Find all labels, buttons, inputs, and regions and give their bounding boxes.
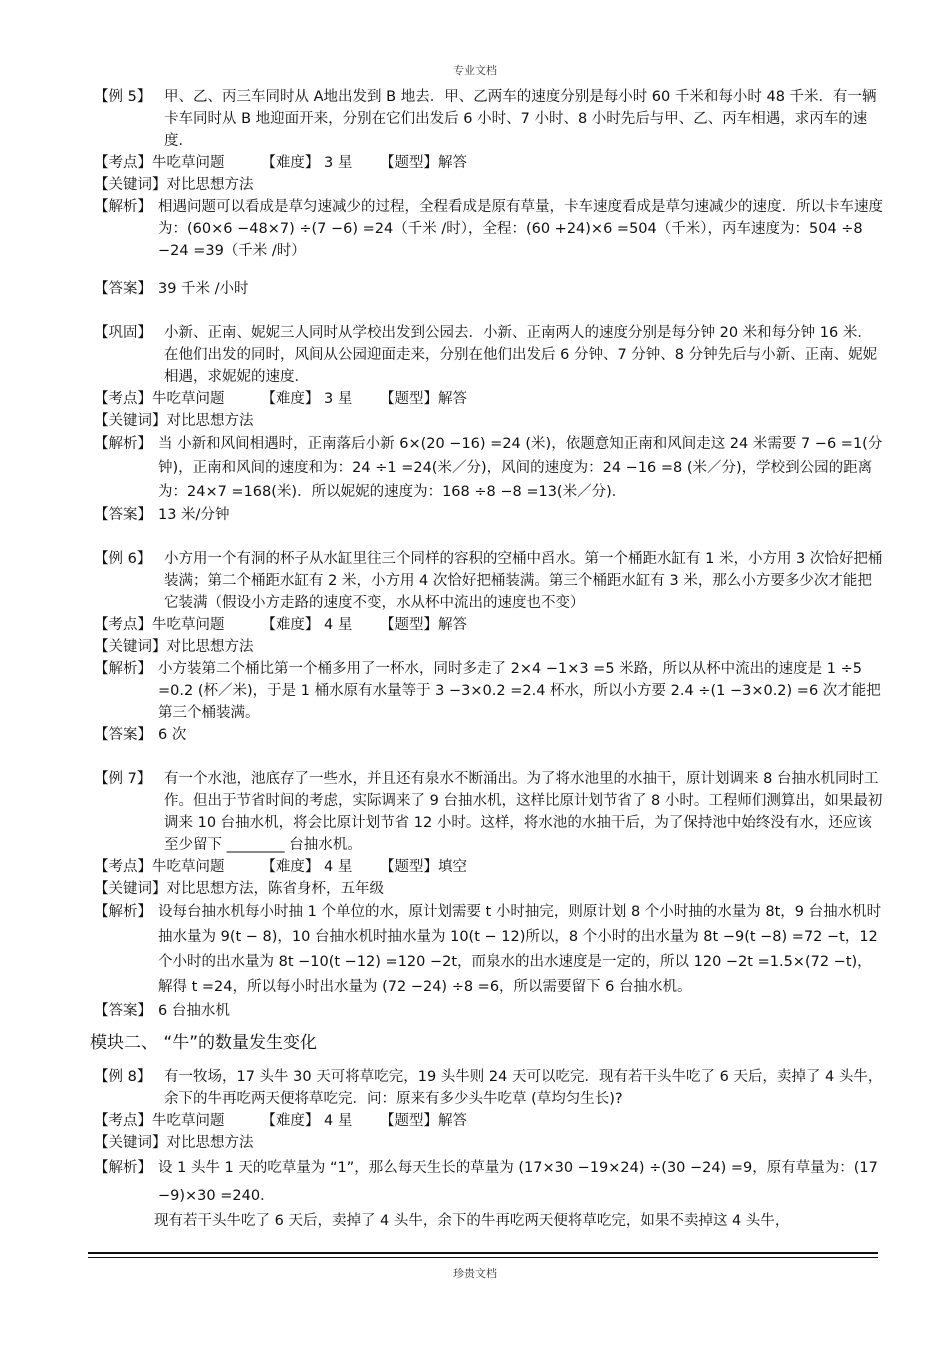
keyword-line: 【关键词】对比思想方法 (94, 413, 254, 429)
solution-tag: 【解析】 (94, 436, 152, 452)
example-tag: 【例 5】 (94, 89, 152, 105)
meta-line: 【考点】牛吃草问题 【难度】 3 星 【题型】解答 (94, 391, 467, 407)
keyword-line: 【关键词】对比思想方法，陈省身杯，五年级 (94, 881, 384, 897)
page-footer: 珍贵文档 (453, 1267, 497, 1280)
keyword-line: 【关键词】对比思想方法 (94, 639, 254, 655)
solution-continuation: 现有若干头牛吃了 6 天后，卖掉了 4 头牛，余下的牛再吃两天便将草吃完，如果不卖掉这 4 头牛， (154, 1213, 790, 1229)
example-8 (94, 1066, 884, 1232)
answer-text: 6 次 (158, 727, 187, 743)
question-text: 有一牧场，17 头牛 30 天可将草吃完，19 头牛则 24 天可以吃完．现有若干头牛吃了 6 天后，卖掉了 4 头牛，余下的牛再吃两天便将草吃完．问：原来有多少头牛吃草 (草均匀生长)? (164, 1069, 883, 1107)
meta-line: 【考点】牛吃草问题 【难度】 3 星 【题型】解答 (94, 155, 467, 171)
solution-tag: 【解析】 (94, 199, 152, 215)
question-text: 小方用一个有洞的杯子从水缸里往三个同样的容积的空桶中舀水。第一个桶距水缸有 1 米，小方用 3 次恰好把桶装满；第二个桶距水缸有 2 米，小方用 4 次恰好把桶装满。第三个桶距水缸有 3 米，那么小方要多少次才能把它装满（假设小方走路的速度不变，水从杯中流出的速度也不变） (164, 551, 883, 611)
answer-tag: 【答案】 (94, 1003, 152, 1019)
meta-line: 【考点】牛吃草问题 【难度】 4 星 【题型】解答 (94, 617, 467, 633)
answer-text: 39 千米 /小时 (158, 281, 249, 297)
solution-text: 相遇问题可以看成是草匀速减少的过程，全程看成是原有草量，卡车速度看成是草匀速减少的速度．所以卡车速度为：(60×6 −48×7) ÷(7 −6) =24（千米 /时），全程：(60 +24)×6 =504（千米），丙车速度为：504 ÷8 −24 =39（千米 /时） (158, 199, 883, 259)
question-text: 甲、乙、丙三车同时从 A地出发到 B 地去．甲、乙两车的速度分别是每小时 60 千米和每小时 48 千米．有一辆卡车同时从 B 地迎面开来，分别在它们出发后 6 小时、7 小时、8 小时先后与甲、乙、丙车相遇，求丙车的速度． (164, 89, 877, 149)
meta-line: 【考点】牛吃草问题 【难度】 4 星 【题型】解答 (94, 1113, 467, 1129)
solution-tag: 【解析】 (94, 661, 152, 677)
example-tag: 【例 7】 (94, 771, 152, 787)
solution-text: 设 1 头牛 1 天的吃草量为 “1”，那么每天生长的草量为 (17×30 −19×24) ÷(30 −24) =9，原有草量为：(17 −9)×30 =240． (158, 1160, 883, 1204)
solution-text: 当 小新和风间相遇时，正南落后小新 6×(20 −16) =24 (米)，依题意知正南和风间走这 24 米需要 7 −6 =1(分钟)，正南和风间的速度和为：24 ÷1 =24(米／分)，风间的速度为：24 −16 =8 (米／分)，学校到公园的距离为：24×7 =168(米)．所以妮妮的速度为：168 ÷8 −8 =13(米／分)． (158, 436, 883, 500)
footer-rule-thin (88, 1257, 878, 1258)
keyword-line: 【关键词】对比思想方法 (94, 1135, 254, 1151)
module-title: 模块二、 “牛”的数量发生变化 (90, 1033, 318, 1053)
answer-tag: 【答案】 (94, 727, 152, 743)
example-7 (94, 768, 884, 1022)
example-5 (94, 86, 884, 300)
practice-problem (94, 322, 884, 526)
footer-rule-thick (88, 1252, 878, 1254)
example-tag: 【例 8】 (94, 1069, 152, 1085)
answer-text: 13 米/分钟 (158, 507, 230, 523)
question-text: 有一个水池，池底存了一些水，并且还有泉水不断涌出。为了将水池里的水抽干，原计划调来 8 台抽水机同时工作。但出于节省时间的考虑，实际调来了 9 台抽水机，这样比原计划节省了 8 小时。工程师们测算出，如果最初调来 10 台抽水机，将会比原计划节省 12 小时。这样，将水池的水抽干后，为了保持池中始终没有水，还应该至少留下 ________ 台抽水机。 (164, 771, 883, 853)
question-text: 小新、正南、妮妮三人同时从学校出发到公园去．小新、正南两人的速度分别是每分钟 20 米和每分钟 16 米．在他们出发的同时，风间从公园迎面走来，分别在他们出发后 6 分钟、7 分钟、8 分钟先后与小新、正南、妮妮相遇，求妮妮的速度． (164, 325, 878, 385)
solution-text: 小方装第二个桶比第一个桶多用了一杯水，同时多走了 2×4 −1×3 =5 米路，所以从杯中流出的速度是 1 ÷5 =0.2 (杯／米)，于是 1 桶水原有水量等于 3 −3×0.2 =2.4 杯水，所以小方要 2.4 ÷(1 −3×0.2) =6 次才能把第三个桶装满。 (158, 661, 881, 721)
example-6 (94, 548, 884, 746)
solution-tag: 【解析】 (94, 1160, 152, 1176)
keyword-line: 【关键词】对比思想方法 (94, 177, 254, 193)
answer-text: 6 台抽水机 (158, 1003, 230, 1019)
answer-tag: 【答案】 (94, 507, 152, 523)
answer-tag: 【答案】 (94, 281, 152, 297)
page-header: 专业文档 (453, 64, 497, 77)
example-tag: 【例 6】 (94, 551, 152, 567)
solution-text: 设每台抽水机每小时抽 1 个单位的水，原计划需要 t 小时抽完，则原计划 8 个小时抽的水量为 8t，9 台抽水机时抽水量为 9(t − 8)，10 台抽水机时抽水量为 10(t − 12)所以，8 个小时的出水量为 8t −9(t −8) =72 −t，12 个小时的出水量为 8t −10(t −12) =120 −2t，而泉水的出水速度是一定的，所以 120 −2t =1.5×(72 −t)，解得 t =24，所以每小时出水量为 (72 −24) ÷8 =6，所以需要留下 6 台抽水机。 (158, 904, 883, 995)
main-content (90, 86, 884, 1232)
practice-tag: 【巩固】 (94, 325, 152, 341)
meta-line: 【考点】牛吃草问题 【难度】 4 星 【题型】填空 (94, 859, 467, 875)
solution-tag: 【解析】 (94, 904, 152, 920)
